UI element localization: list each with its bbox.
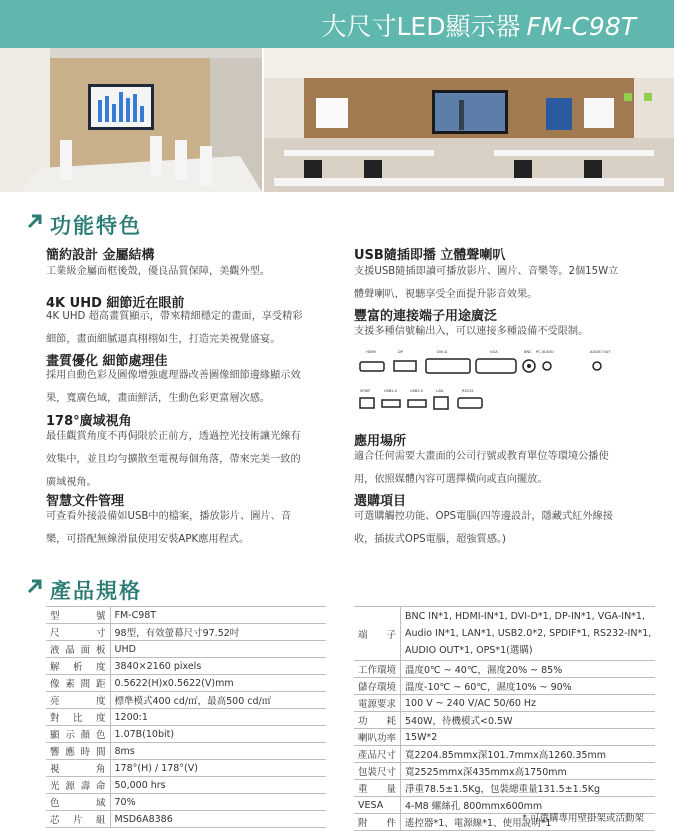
spec-key: 型號	[46, 607, 110, 624]
terminal-line: Audio IN*1, LAN*1, USB2.0*2, SPDIF*1, RS232-IN*1,	[405, 628, 652, 639]
header-banner	[0, 0, 674, 48]
table-row	[354, 678, 655, 695]
spec-value: 98型，有效螢幕尺寸97.52吋	[110, 624, 326, 641]
hero-photos	[0, 48, 674, 192]
spec-key: 解析度	[46, 658, 110, 675]
table-row	[354, 661, 655, 678]
port-label-audio-out: AUDIO OUT	[590, 350, 611, 354]
port-label-hdmi: HDMI	[366, 350, 376, 354]
spec-key: 視角	[46, 760, 110, 777]
feature-heading: 應用場所	[354, 434, 407, 449]
port-label-usb2: USB2.0	[410, 389, 424, 393]
table-row	[354, 607, 655, 661]
spec-key: 尺寸	[46, 624, 110, 641]
feature-text: 採用自動色彩及圖像增強處理器改善圖像細節邊緣顯示效果，寬廣色域，畫面鮮活，生動色彩更富層次感。	[46, 370, 301, 404]
spec-value: UHD	[110, 641, 326, 658]
spec-value: 寬2525mmx深435mmx高1750mm	[401, 763, 656, 780]
feature-heading: 4K UHD 細節近在眼前	[46, 296, 185, 311]
feature-heading: 豐富的連接端子用途廣泛	[354, 309, 498, 324]
feature-text: 支援多種信號輸出入，可以連接多種設備不受限制。	[354, 326, 589, 337]
classroom-illustration	[264, 48, 674, 192]
spec-key: 工作環境	[354, 661, 401, 678]
spec-key: 附件	[354, 814, 401, 831]
port-label-lan: LAN	[436, 389, 444, 393]
spec-key: 響應時間	[46, 743, 110, 760]
port-label-usb1: USB2.0	[384, 389, 398, 393]
page-title	[322, 7, 637, 43]
spec-value: 1.07B(10bit)	[110, 726, 326, 743]
spec-key: 端子	[354, 607, 401, 661]
hdmi-port-icon	[360, 362, 384, 371]
spec-value: MSD6A8386	[110, 811, 326, 828]
vga-port-icon	[476, 359, 516, 373]
spec-table-right	[354, 606, 655, 831]
dp-port-icon	[394, 361, 416, 371]
table-row	[46, 794, 326, 811]
spec-key: 喇叭功率	[354, 729, 401, 746]
spec-value: 15W*2	[401, 729, 656, 746]
specs-title: 產品規格	[50, 579, 142, 603]
usb-port-icon	[382, 400, 400, 407]
table-row	[354, 780, 655, 797]
dvi-port-icon	[426, 359, 470, 373]
pc-audio-port-icon	[543, 362, 551, 370]
table-row	[46, 675, 326, 692]
spec-table-left	[46, 606, 326, 828]
spec-key: 重量	[354, 780, 401, 797]
rs232-port-icon	[458, 398, 482, 408]
spec-key: 產品尺寸	[354, 746, 401, 763]
table-row	[354, 729, 655, 746]
spec-key: 液晶面板	[46, 641, 110, 658]
arrow-up-right-icon	[26, 577, 44, 595]
spec-value: 淨重78.5±1.5Kg，包裝總重量131.5±1.5Kg	[401, 780, 656, 797]
spec-key: 顯示顏色	[46, 726, 110, 743]
feature-text: 工業級金屬面框後殼，優良品質保障，美觀外型。	[46, 266, 271, 277]
footnote: * 可選購專用壁掛架或活動架	[522, 813, 644, 824]
spec-value: FM-C98T	[110, 607, 326, 624]
arrow-up-right-icon	[26, 212, 44, 230]
spec-key: 亮度	[46, 692, 110, 709]
spec-value: 8ms	[110, 743, 326, 760]
port-label-spdif: SPDIF	[360, 389, 371, 393]
table-row	[354, 695, 655, 712]
spec-value: 4-M8 螺絲孔 800mmx600mm	[401, 797, 656, 814]
product-title: 大尺寸LED顯示器	[321, 12, 521, 41]
conference-room-photo	[0, 48, 262, 192]
conference-room-illustration	[0, 48, 262, 192]
table-row	[46, 641, 326, 658]
spec-value: 3840×2160 pixels	[110, 658, 326, 675]
spec-key: 像素間距	[46, 675, 110, 692]
spec-value: 178°(H) / 178°(V)	[110, 760, 326, 777]
spec-key: 功耗	[354, 712, 401, 729]
feature-text: 適合任何需要大畫面的公司行號或教育單位等環境公播使用，依照媒體內容可選擇橫向或直向擺放。	[354, 451, 609, 485]
terminal-line: AUDIO OUT*1, OPS*1(選購)	[405, 645, 533, 656]
audio-out-port-icon	[593, 362, 601, 370]
port-label-dp: DP	[398, 350, 403, 354]
spec-key: 芯片組	[46, 811, 110, 828]
feature-text: 可查看外接設備如USB中的檔案，播放影片、圖片、音樂，可搭配無線滑鼠使用安裝APK應用程式。	[46, 511, 292, 545]
spec-value: 70%	[110, 794, 326, 811]
spec-value	[401, 607, 656, 661]
spec-value: 遙控器*1、電源線*1、使用說明*1	[401, 814, 656, 831]
table-row	[46, 692, 326, 709]
table-row	[46, 811, 326, 828]
spec-key: 包裝尺寸	[354, 763, 401, 780]
table-row	[46, 726, 326, 743]
spec-value: 540W，待機模式<0.5W	[401, 712, 656, 729]
port-label-rs232: RS232	[462, 389, 474, 393]
port-label-pc-audio: PC AUDIO	[536, 350, 554, 354]
table-row	[46, 658, 326, 675]
feature-heading: USB隨插即播 立體聲喇叭	[354, 248, 506, 263]
spdif-port-icon	[360, 398, 374, 408]
feature-heading: 選購項目	[354, 494, 407, 509]
spec-value: 1200:1	[110, 709, 326, 726]
model-number: FM-C98T	[526, 12, 636, 41]
classroom-photo	[264, 48, 674, 192]
port-label-vga: VGA	[490, 350, 498, 354]
table-row	[354, 712, 655, 729]
lan-port-icon	[434, 397, 448, 409]
feature-heading: 畫質優化 細節處理佳	[46, 354, 168, 369]
spec-key: 儲存環境	[354, 678, 401, 695]
port-label-bnc: BNC	[524, 350, 532, 354]
feature-heading: 簡約設計 金屬結構	[46, 248, 155, 263]
table-row	[46, 743, 326, 760]
feature-text: 支援USB隨插即讀可播放影片、圖片、音樂等。2個15W立體聲喇叭，視聽享受全面提升影音效果。	[354, 266, 619, 300]
terminal-line: BNC IN*1, HDMI-IN*1, DVI-D*1, DP-IN*1, VGA-IN*1,	[405, 611, 645, 622]
spec-value: 50,000 hrs	[110, 777, 326, 794]
table-row	[354, 763, 655, 780]
table-row	[46, 624, 326, 641]
spec-key: 色域	[46, 794, 110, 811]
table-row	[46, 760, 326, 777]
spec-value: 0.5622(H)x0.5622(V)mm	[110, 675, 326, 692]
spec-key: 對比度	[46, 709, 110, 726]
feature-heading: 智慧文件管理	[46, 494, 125, 509]
spec-value: 寬2204.85mmx深101.7mmx高1260.35mm	[401, 746, 656, 763]
feature-heading: 178°廣域視角	[46, 414, 132, 429]
table-row	[354, 746, 655, 763]
spec-value: 標準模式400 cd/㎡，最高500 cd/㎡	[110, 692, 326, 709]
spec-key: 光源壽命	[46, 777, 110, 794]
feature-text: 可選購觸控功能、OPS電腦(四等邊設計，隱藏式紅外線接收，插拔式OPS電腦，超強質感。)	[354, 511, 613, 545]
features-title: 功能特色	[50, 214, 142, 238]
table-row	[46, 777, 326, 794]
port-label-dvi: DVI-D	[437, 350, 448, 354]
spec-value: 溫度-10℃ ~ 60℃，濕度10% ~ 90%	[401, 678, 656, 695]
spec-value: 100 V ~ 240 V/AC 50/60 Hz	[401, 695, 656, 712]
table-row	[46, 607, 326, 624]
table-row	[46, 709, 326, 726]
feature-text: 最佳觀賞角度不再侷限於正前方，透過控光技術讓光線有效集中，並且均勻擴散至電視每個角落，帶來完美一致的廣域視角。	[46, 431, 301, 488]
spec-key: VESA	[354, 797, 401, 814]
spec-value: 溫度0℃ ~ 40℃，濕度20% ~ 85%	[401, 661, 656, 678]
spec-key: 電源要求	[354, 695, 401, 712]
feature-text: 4K UHD 超高畫質顯示，帶來精細穩定的畫面，享受精彩細節，畫面細膩逼真栩栩如生，打造完美視覺盛宴。	[46, 311, 303, 345]
usb-port-icon	[408, 400, 426, 407]
ports-diagram	[354, 346, 614, 422]
